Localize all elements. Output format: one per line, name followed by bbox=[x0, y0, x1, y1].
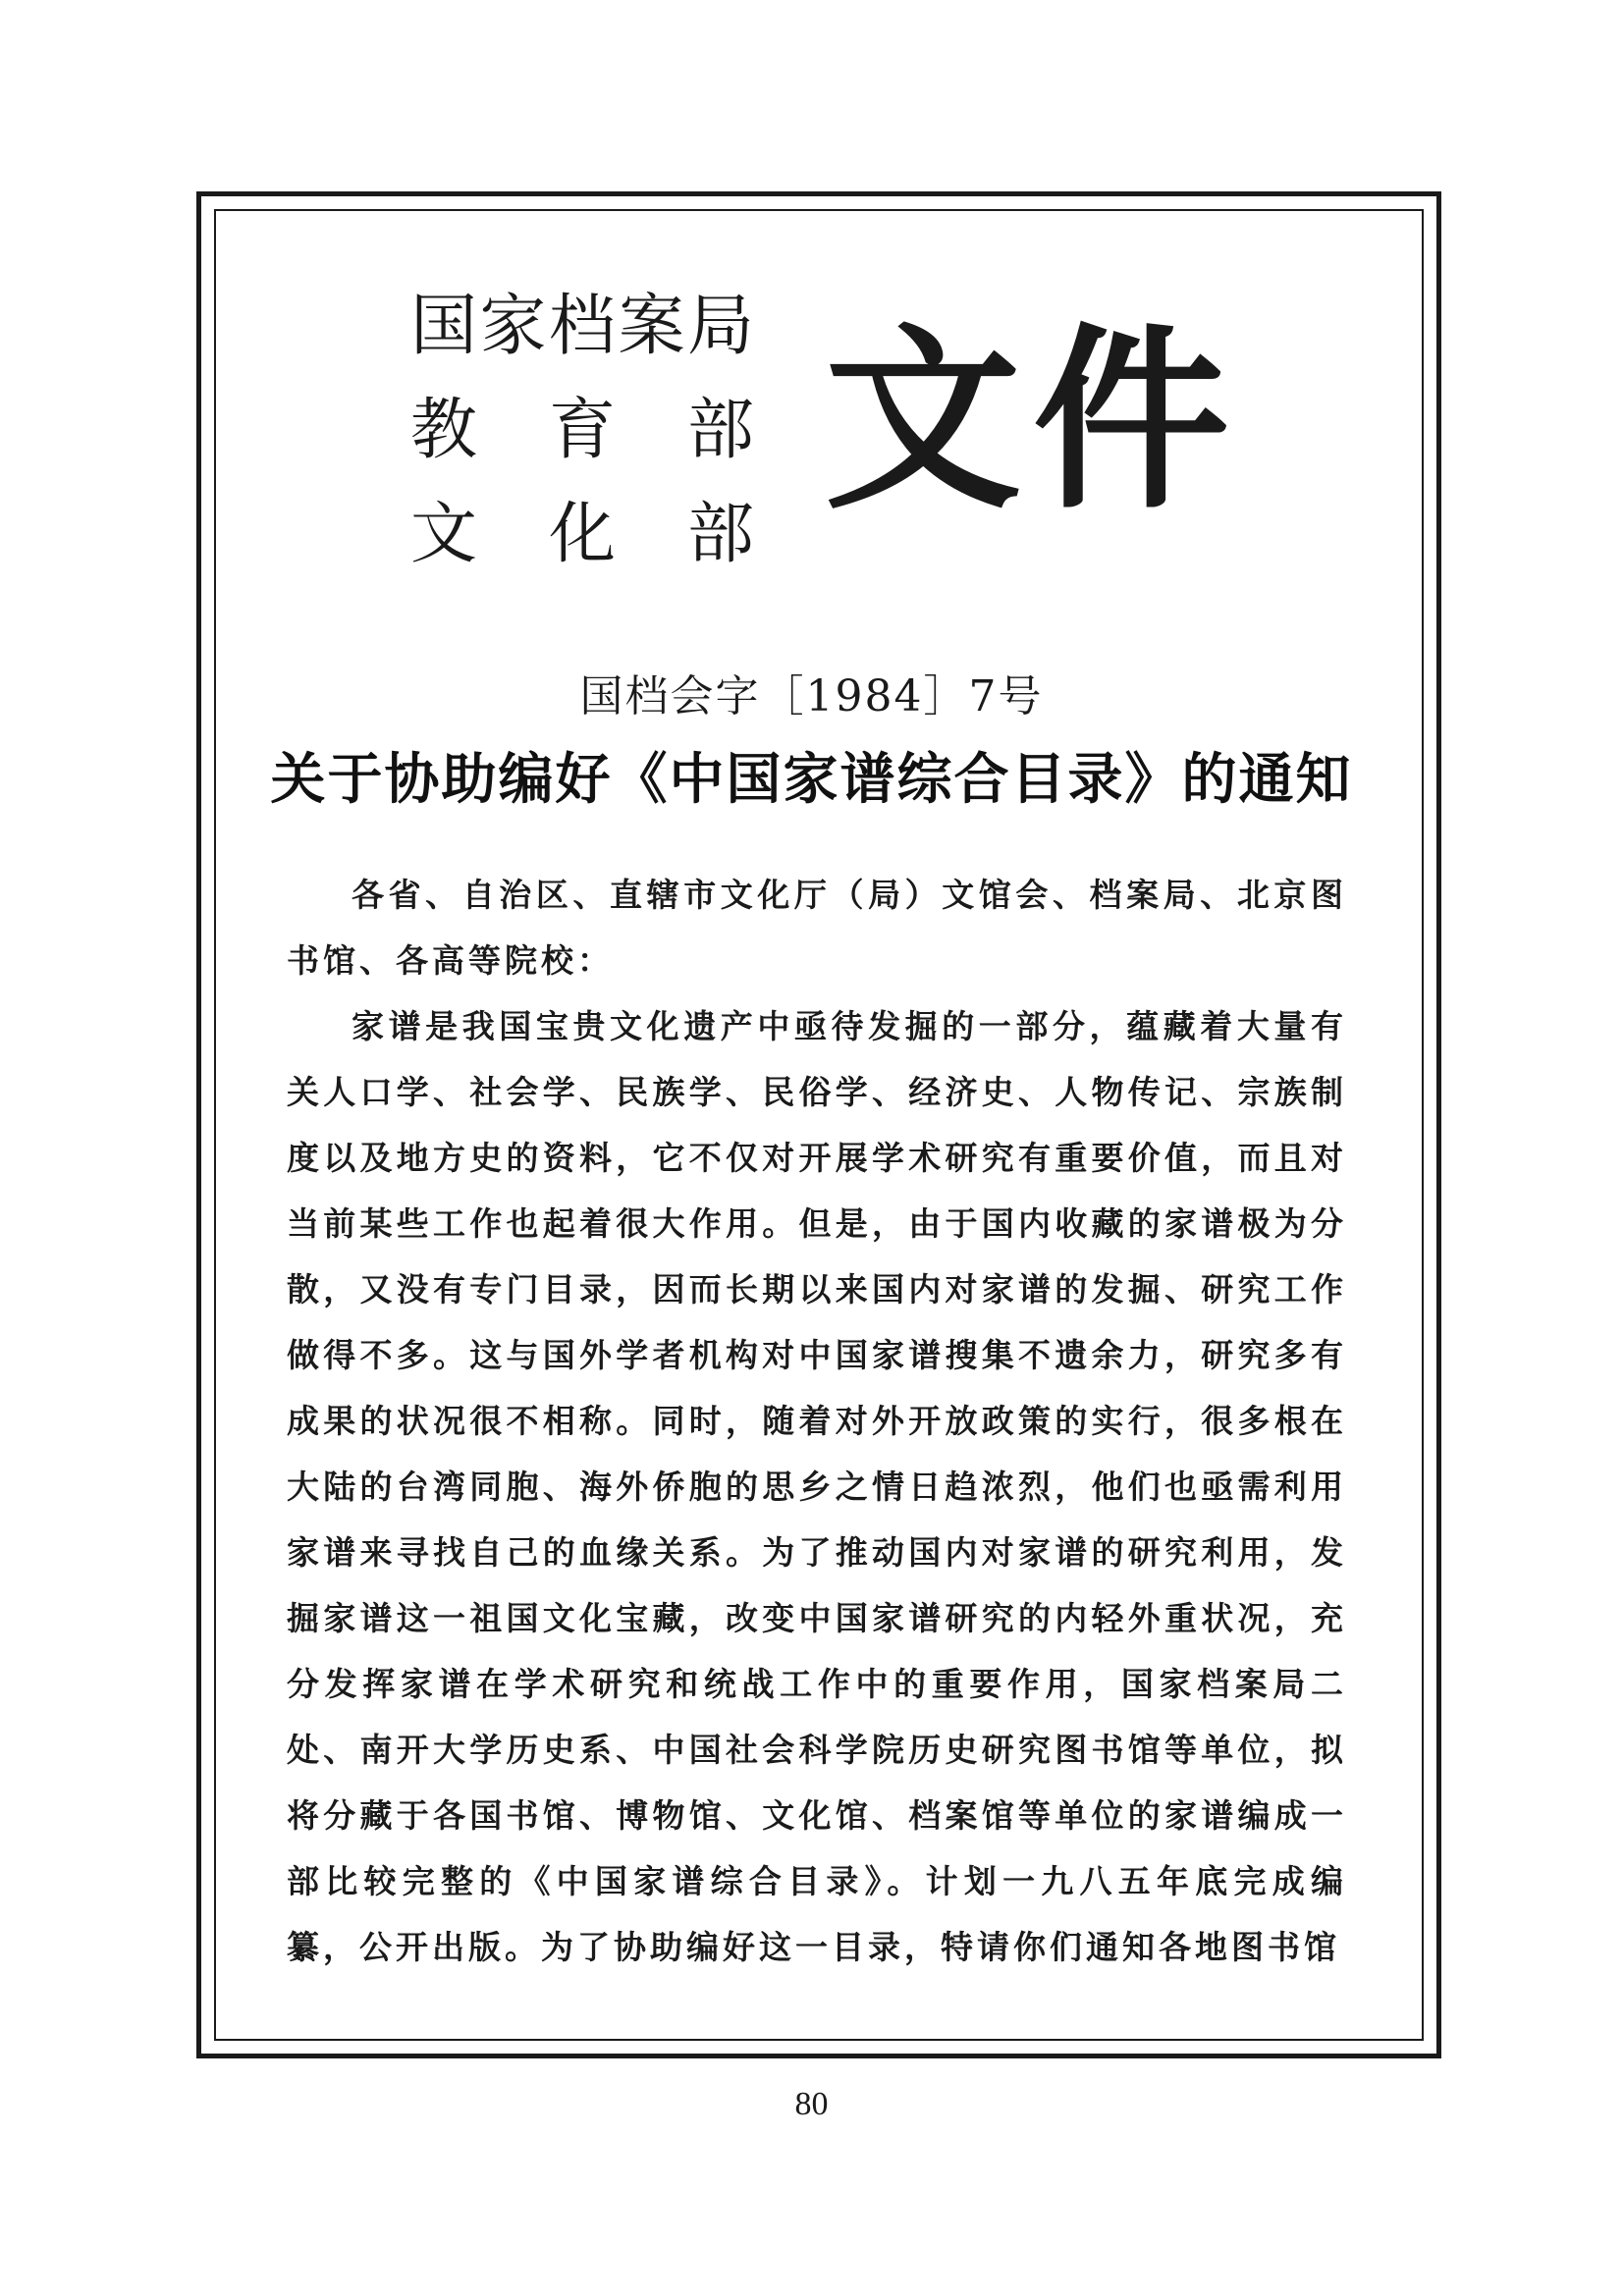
issuer-ministry-education: 教育部 bbox=[410, 392, 754, 469]
document-body bbox=[287, 862, 1347, 1980]
issuer-ministry-culture: 文化部 bbox=[410, 496, 754, 573]
document-number: 国档会字［1984］7号 bbox=[579, 671, 1044, 721]
issuer-list bbox=[410, 275, 754, 587]
page-number: 80 bbox=[794, 2086, 829, 2122]
document-title: 关于协助编好《中国家谱综合目录》的通知 bbox=[270, 748, 1353, 812]
issuer-archives-bureau: 国家档案局 bbox=[410, 288, 754, 365]
salutation: 各省、自治区、直辖市文化厅（局）文馆会、档案局、北京图书馆、各高等院校： bbox=[287, 876, 1347, 980]
body-paragraph: 家谱是我国宝贵文化遗产中亟待发掘的一部分，蕴藏着大量有关人口学、社会学、民族学、民俗学、经济史、人物传记、宗族制度以及地方史的资料，它不仅对开展学术研究有重要价值，而且对当前某些工作也起着很大作用。但是，由于国内收藏的家谱极为分散，又没有专门目录，因而长期以来国内对家谱的发掘、研究工作做得不多。这与国外学者机构对中国家谱搜集不遗余力，研究多有成果的状况很不相称。同时，随着对外开放政策的实行，很多根在大陆的台湾同胞、海外侨胞的思乡之情日趋浓烈，他们也亟需利用家谱来寻找自己的血缘关系。为了推动国内对家谱的研究利用，发掘家谱这一祖国文化宝藏，改变中国家谱研究的内轻外重状况，充分发挥家谱在学术研究和统战工作中的重要作用，国家档案局二处、南开大学历史系、中国社会科学院历史研究图书馆等单位，拟将分藏于各国书馆、博物馆、文化馆、档案馆等单位的家谱编成一部比较完整的《中国家谱综合目录》。计划一九八五年底完成编纂，公开出版。为了协助编好这一目录，特请你们通知各地图书馆 bbox=[287, 1007, 1347, 1966]
doc-type-heading: 文件 bbox=[825, 307, 1242, 536]
